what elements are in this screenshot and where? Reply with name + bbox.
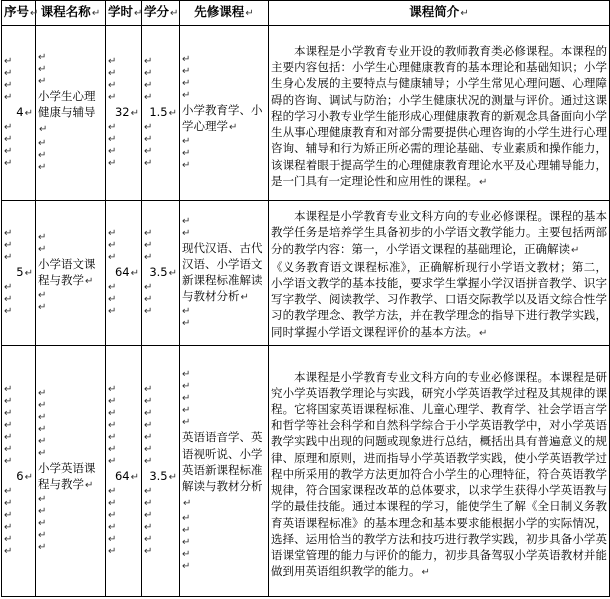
table-row — [2, 346, 610, 597]
row-number: ↵ ↵ ↵ 5↵ ↵ ↵ ↵ — [2, 201, 36, 346]
row-number: ↵ ↵ ↵ ↵ ↵ ↵ ↵ 6↵ ↵ ↵ ↵ ↵ ↵ ↵ — [2, 346, 36, 597]
course-description: 本课程是小学教育专业文科方向的专业必修课程。本课程是研究小学英语教学理论与实践，研究小学英语教学过程及其规律的课程。它将国家英语课程标准、儿童心理学、教育学、社会学语言学和哲学等社会科学和自然科学综合于小学英语教学中，对小学英语教学实践中出现的问题或现象进行总结，概括出具有普遍意义的规律、原理和原则，进而指导小学英语教学实践，使小学英语教学过程中所采用的教学方法更加符合小学生的心理特征，符合英语教学规律，符合国家课程改革的总体要求，以求学生获得小学英语教与学的最佳技能。通过本课程的学习，能使学生了解《全日制义务教育英语课程标准》的基本理念和基本要求能根据小学的实际情况，选择、运用恰当的教学方法和技巧进行教学实践，初步具备小学英语课堂管理的能力与评价的能力，初步具备驾驭小学英语教材并能做到用英语组织教学的能力。↵ — [269, 346, 610, 597]
course-table — [1, 0, 610, 597]
course-description: 本课程是小学教育专业文科方向的专业必修课程。课程的基本教学任务是培养学生具备初步的小学语文教学能力。主要包括两部分的教学内容：第一，小学语文课程的基础理论，正确解读↵ 《义务教育语文课程标准》，正确解析现行小学语文教材；第二，小学语文教学的基本技能，要求学生掌握小学汉语拼音教学、识字写字教学、阅读教学、习作教学、口语交际教学以及语文综合性学习的教学理念、教学方法，并在教学理念的指导下进行教学实践，同时掌握小学语文课程评价的基本方法。↵ — [269, 201, 610, 346]
header-no: 序号↵ — [2, 1, 36, 26]
course-hours: ↵ ↵ ↵ ↵ 32↵ ↵ ↵ ↵ ↵ — [106, 26, 142, 201]
course-hours: ↵ ↵ ↵ ↵ ↵ ↵ ↵ 64↵ ↵ ↵ ↵ ↵ ↵ ↵ — [106, 346, 142, 597]
header-hours: 学时↵ — [106, 1, 142, 26]
row-number: ↵ ↵ ↵ ↵ 4↵ ↵ ↵ ↵ ↵ — [2, 26, 36, 201]
header-prerequisites: 先修课程↵ — [180, 1, 269, 26]
course-prerequisites: ↵ ↵ 现代汉语、古代汉语、小学语文新课程标准解读与教材分析↵ ↵ ↵ — [180, 201, 269, 346]
table-row — [2, 26, 610, 201]
course-prerequisites: ↵ ↵ ↵ ↵ ↵ 英语语音学、英语视听说、小学英语新课程标准解读与教材分析↵ ↵ ↵ ↵ ↵ ↵ — [180, 346, 269, 597]
course-credits: ↵ ↵ ↵ ↵ 1.5↵ ↵ ↵ ↵ ↵ — [142, 26, 180, 201]
header-course-name: 课程名称↵ — [36, 1, 106, 26]
course-hours: ↵ ↵ ↵ 64↵ ↵ ↵ ↵ — [106, 201, 142, 346]
header-credits: 学分↵ — [142, 1, 180, 26]
header-description: 课程简介↵ — [269, 1, 610, 26]
course-credits: ↵ ↵ ↵ 3.5↵ ↵ ↵ ↵ — [142, 201, 180, 346]
course-prerequisites: ↵ ↵ ↵ ↵ 小学教育学、小学心理学↵ ↵ ↵ ↵ — [180, 26, 269, 201]
course-name: ↵ ↵ ↵ 小学生心理健康与辅导↵ ↵ ↵ ↵ — [36, 26, 106, 201]
course-credits: ↵ ↵ ↵ ↵ ↵ ↵ ↵ 3.5↵ ↵ ↵ ↵ ↵ ↵ ↵ — [142, 346, 180, 597]
course-name: ↵ ↵ 小学语文课程与教学↵ ↵ ↵ — [36, 201, 106, 346]
table-row — [2, 201, 610, 346]
header-row — [2, 1, 610, 26]
course-name: ↵ ↵ ↵ ↵ ↵ ↵ 小学英语课程与教学↵ ↵ ↵ ↵ ↵ ↵ — [36, 346, 106, 597]
course-description: 本课程是小学教育专业开设的教师教育类必修课程。本课程的主要内容包括：小学生心理健康教育的基本理论和基础知识；小学生身心发展的主要特点与健康辅导；小学生常见心理问题、心理障碍的咨询、调试与防治；小学生健康状况的测量与评价。通过这课程的学习小教专业学生能形成心理健康教育的新观念具备面向小学生从事心理健康教育和对部分需要提供心理咨询的小学生进行心理咨询、辅导和行为矫正所必需的理论基础、专业素质和操作能力，该课程着眼于提高学生的心理健康教育理论水平及心理辅导能力，是一门具有一定理论性和应用性的课程。↵ — [269, 26, 610, 201]
